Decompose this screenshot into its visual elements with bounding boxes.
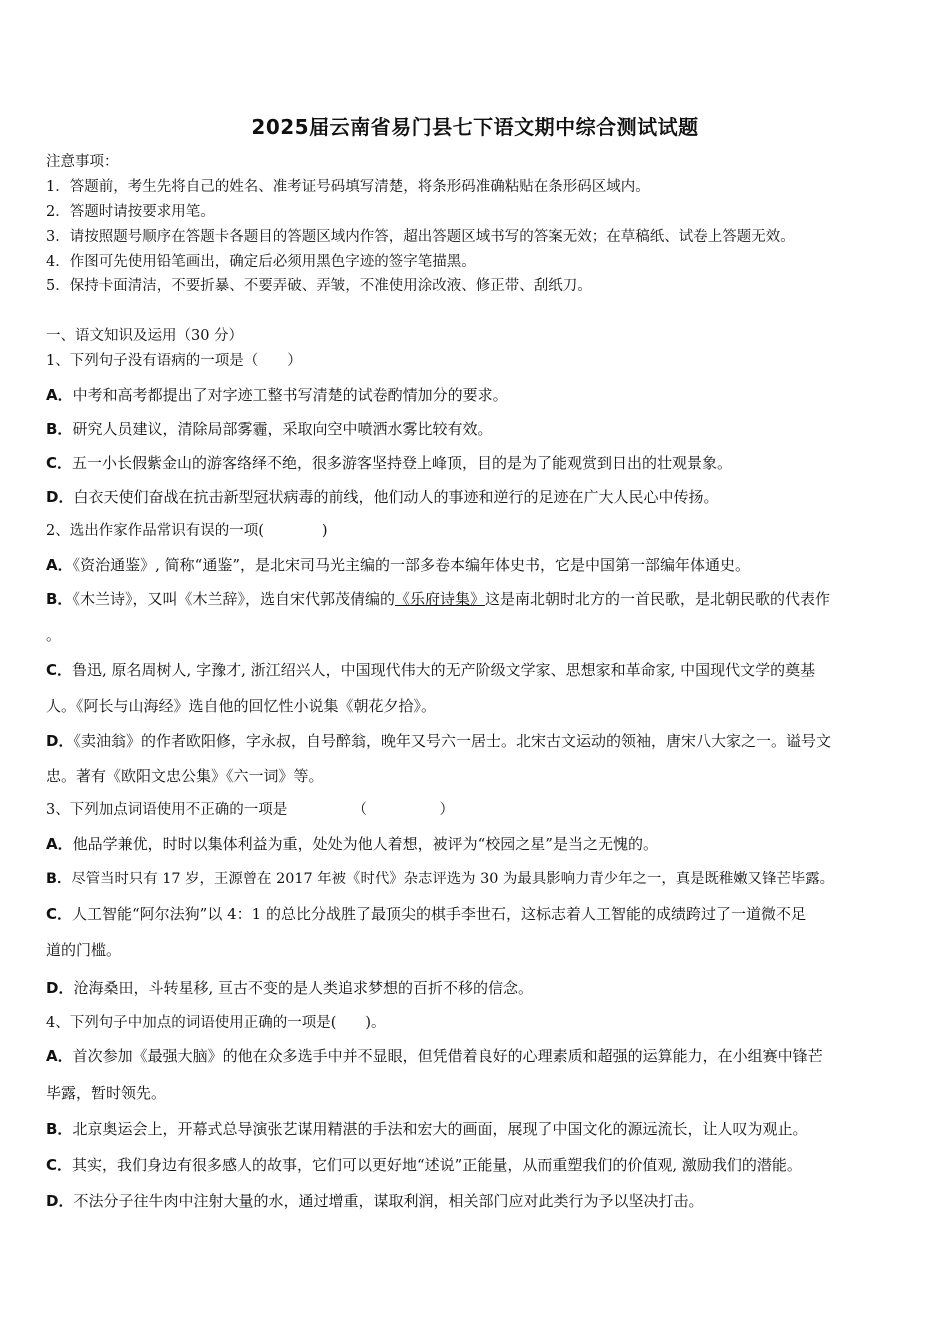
option-label: D． — [46, 1192, 74, 1210]
section-heading: 一、语文知识及运用（30 分） — [46, 328, 244, 344]
option-label: B． — [46, 590, 73, 608]
notice-item-2: 2．答题时请按要求用笔。 — [46, 204, 215, 220]
option-label: C． — [46, 454, 73, 472]
option-label: D． — [46, 979, 74, 997]
q1-option-b — [46, 419, 492, 439]
q3-option-c-cont: 道的门槛。 — [46, 941, 122, 959]
option-text: 《木兰诗》，又叫《木兰辞》，选自宋代郭茂倩编的 — [72, 590, 395, 608]
q1-stem: 1、下列句子没有语病的一项是（ ） — [46, 353, 302, 369]
notice-item-5: 5．保持卡面清洁，不要折暴、不要弄破、弄皱，不准使用涂改液、修正带、刮纸刀。 — [46, 278, 592, 294]
q3-stem: 3、下列加点词语使用不正确的一项是 （ ） — [46, 802, 454, 818]
option-label: B． — [46, 1120, 73, 1138]
notice-heading: 注意事项： — [46, 154, 119, 170]
option-text-cont: 这是南北朝时北方的一首民歌，是北朝民歌的代表作 — [484, 590, 830, 608]
q4-option-c — [46, 1155, 802, 1175]
option-label: D． — [46, 488, 74, 506]
option-label: D． — [46, 732, 74, 750]
option-text: 《资治通鉴》, 简称“通鉴”，是北宋司马光主编的一部多卷本编年体史书，它是中国第一部编年体通史。 — [72, 556, 750, 574]
option-label: A． — [46, 835, 73, 853]
q2-option-a — [46, 555, 750, 575]
option-text: 白衣天使们奋战在抗击新型冠状病毒的前线，他们动人的事迹和逆行的足迹在广大人民心中传扬。 — [73, 488, 719, 506]
q2-stem: 2、选出作家作品常识有误的一项( ) — [46, 523, 328, 539]
q3-option-c — [46, 904, 806, 924]
q4-stem: 4、下列句子中加点的词语使用正确的一项是( )。 — [46, 1015, 386, 1031]
q1-option-d — [46, 487, 718, 507]
q1-option-c — [46, 453, 732, 473]
notice-item-1: 1．答题前，考生先将自己的姓名、准考证号码填写清楚，将条形码准确粘贴在条形码区域内。 — [46, 179, 650, 195]
q2-option-c-cont: 人。《阿长与山海经》选自他的回忆性小说集《朝花夕拾》。 — [46, 697, 437, 715]
q4-option-a-cont: 毕露，暂时领先。 — [46, 1084, 167, 1102]
option-label: C． — [46, 905, 73, 923]
q2-option-b-tail: 。 — [46, 626, 62, 644]
option-text: 北京奥运会上，开幕式总导演张艺谋用精湛的手法和宏大的画面，展现了中国文化的源远流长，让人叹为观止。 — [72, 1120, 808, 1138]
option-text: 鲁迅, 原名周树人, 字豫才, 浙江绍兴人，中国现代伟大的无产阶级文学家、思想家和革命家, 中国现代文学的奠基 — [72, 661, 816, 679]
q1-option-a — [46, 385, 508, 405]
option-text: 五一小长假紫金山的游客络绎不绝，很多游客坚持登上峰顶，目的是为了能观赏到日出的壮观景象。 — [72, 454, 733, 472]
option-text: 其实，我们身边有很多感人的故事，它们可以更好地“述说”正能量，从而重塑我们的价值观, 激励我们的潜能。 — [72, 1156, 802, 1174]
q3-option-d — [46, 978, 533, 998]
q2-option-d — [46, 731, 831, 751]
option-text: 研究人员建议，清除局部雾霾，采取向空中喷洒水雾比较有效。 — [72, 420, 493, 438]
q2-option-d-cont: 忠。著有《欧阳文忠公集》《六一词》等。 — [46, 767, 324, 785]
page-title: 2025届云南省易门县七下语文期中综合测试试题 — [251, 115, 699, 139]
q4-option-a — [46, 1046, 823, 1066]
q4-option-d — [46, 1191, 703, 1211]
option-label: A． — [46, 386, 73, 404]
option-text: 不法分子往牛肉中注射大量的水，通过增重，谋取利润，相关部门应对此类行为予以坚决打击。 — [73, 1192, 704, 1210]
option-label: B． — [46, 420, 73, 438]
q4-option-b — [46, 1119, 807, 1139]
option-text: 他品学兼优，时时以集体利益为重，处处为他人着想，被评为“校园之星”是当之无愧的。 — [72, 835, 658, 853]
option-label: C． — [46, 661, 73, 679]
option-label: A． — [46, 1047, 73, 1065]
option-text: 尽管当时只有 17 岁，王源曾在 2017 年被《时代》杂志评选为 30 为最具影响力青少年之一，真是既稚嫩又锋芒毕露。 — [71, 871, 835, 887]
option-text: 人工智能“阿尔法狗”以 4：1 的总比分战胜了最顶尖的棋手李世石，这标志着人工智能的成绩跨过了一道微不足 — [72, 905, 806, 923]
notice-item-4: 4．作图可先使用铅笔画出，确定后必须用黑色字迹的签字笔描黑。 — [46, 254, 476, 270]
option-text: 沧海桑田，斗转星移, 亘古不变的是人类追求梦想的百折不移的信念。 — [73, 979, 533, 997]
option-text: 《卖油翁》的作者欧阳修，字永叔，自号醉翁，晚年又号六一居士。北宋古文运动的领袖，唐宋八大家之一。谥号文 — [73, 732, 831, 750]
notice-item-3: 3．请按照题号顺序在答题卡各题目的答题区域内作答，超出答题区域书写的答案无效；在草稿纸、试卷上答题无效。 — [46, 229, 795, 245]
underlined-title: 《乐府诗集》 — [394, 590, 485, 608]
option-label: C． — [46, 1156, 73, 1174]
option-label: B． — [46, 871, 72, 887]
q3-option-b — [46, 869, 834, 889]
q2-option-c — [46, 660, 815, 680]
q3-option-a — [46, 834, 658, 854]
option-label: A． — [46, 556, 73, 574]
option-text: 中考和高考都提出了对字迹工整书写清楚的试卷酌情加分的要求。 — [72, 386, 508, 404]
option-text: 首次参加《最强大脑》的他在众多选手中并不显眼，但凭借着良好的心理素质和超强的运算能力，在小组赛中锋芒 — [72, 1047, 823, 1065]
q2-option-b — [46, 589, 830, 609]
